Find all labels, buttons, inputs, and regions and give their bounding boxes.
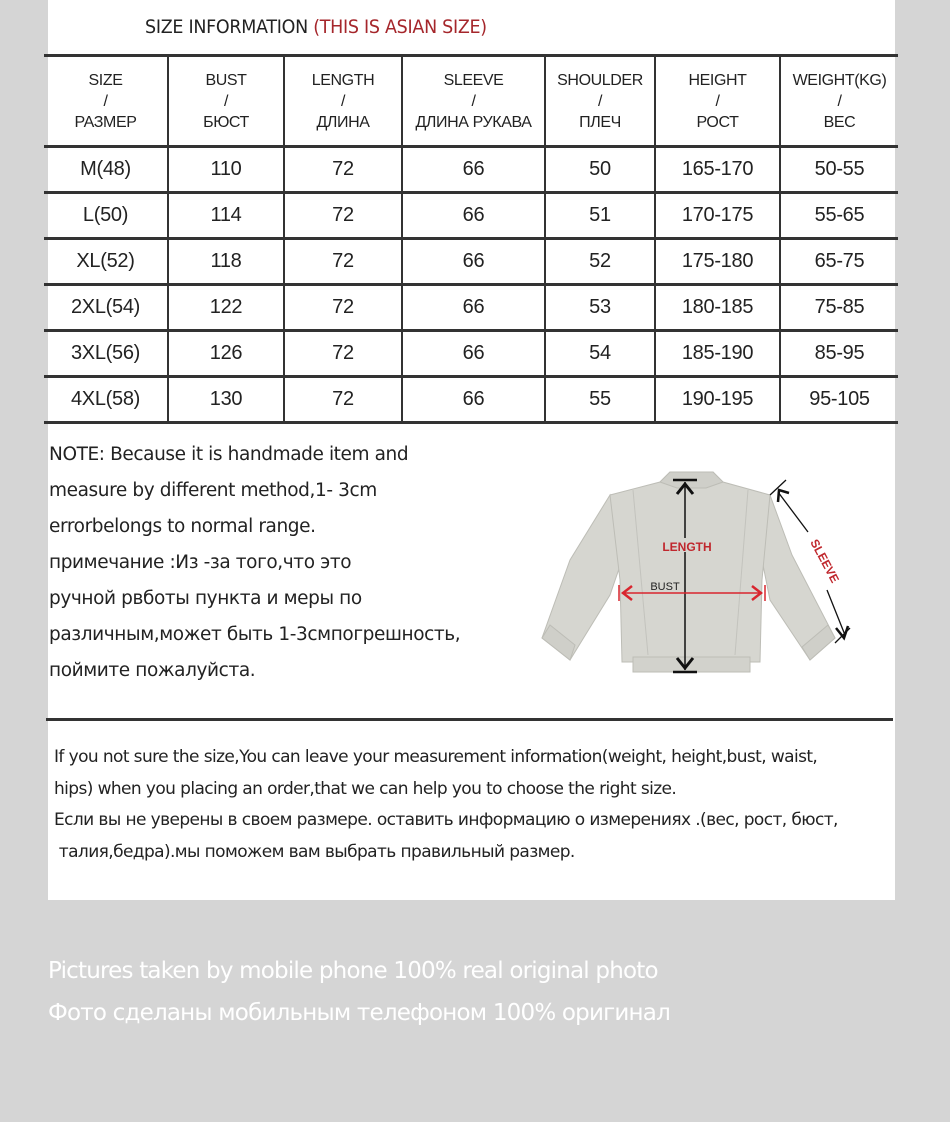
column-header-sep: / <box>471 92 476 110</box>
column-header-en: HEIGHT <box>688 71 747 89</box>
table-cell: 55-65 <box>780 193 898 239</box>
page-title <box>145 16 487 38</box>
bust-label: BUST <box>650 581 680 593</box>
advice-line: талия,бедра).мы поможем вам выбрать правильный размер. <box>54 841 575 862</box>
table-cell: 122 <box>168 285 284 331</box>
table-cell: 110 <box>168 147 284 193</box>
table-row <box>44 377 898 423</box>
title-main: SIZE INFORMATION <box>145 16 314 38</box>
table-cell: M(48) <box>80 158 131 180</box>
table-cell: 72 <box>284 147 402 193</box>
column-header-en: SLEEVE <box>443 71 504 89</box>
table-cell: 50 <box>545 147 655 193</box>
column-header-sep: / <box>223 92 229 110</box>
table-cell: 130 <box>168 377 284 423</box>
column-header-sep: / <box>103 92 108 110</box>
table-cell: XL(52) <box>76 250 135 272</box>
note-line: примечание :Из -за того,что это <box>49 552 352 573</box>
table-cell: 72 <box>284 331 402 377</box>
jacket-measurement-diagram <box>530 460 860 680</box>
table-cell: 165-170 <box>655 147 780 193</box>
footer-line-ru: Фото сделаны мобильным телефоном 100% оригинал <box>48 1000 670 1026</box>
table-cell: 72 <box>284 285 402 331</box>
table-cell: 190-195 <box>655 377 780 423</box>
table-cell: 66 <box>402 331 545 377</box>
advice-line: Если вы не уверены в своем размере. оставить информацию о измерениях .(вес, рост, бюст, <box>54 810 838 830</box>
length-label: LENGTH <box>662 540 712 554</box>
advice-line: hips) when you placing an order,that we can help you to choose the right size. <box>54 778 677 799</box>
footer-line-en: Pictures taken by mobile phone 100% real original photo <box>48 958 658 984</box>
table-cell: 72 <box>284 239 402 285</box>
table-cell: 66 <box>402 377 545 423</box>
table-row <box>44 239 898 285</box>
column-header <box>44 56 168 147</box>
table-cell: 66 <box>402 193 545 239</box>
table-cell: 2XL(54) <box>70 296 141 318</box>
title-accent: (THIS IS ASIAN SIZE) <box>313 16 487 38</box>
advice-line: If you not sure the size,You can leave your measurement information(weight, height,bust, waist, <box>54 747 818 767</box>
table-cell: 95-105 <box>780 377 898 423</box>
column-header-sep: / <box>837 92 842 110</box>
table-cell: 65-75 <box>780 239 898 285</box>
note-line: measure by different method,1- 3cm <box>49 480 377 501</box>
column-header-sep: / <box>597 92 603 110</box>
jacket-icon <box>542 472 835 672</box>
table-cell: L(50) <box>82 204 129 226</box>
section-divider <box>46 718 893 721</box>
table-cell: 180-185 <box>655 285 780 331</box>
table-cell: 66 <box>402 239 545 285</box>
column-header-sep: / <box>715 92 720 110</box>
column-header <box>284 56 402 147</box>
note-text <box>49 437 519 689</box>
table-cell: 53 <box>545 285 655 331</box>
column-header <box>545 56 655 147</box>
column-header <box>780 56 898 147</box>
table-row <box>44 147 898 193</box>
table-row <box>44 285 898 331</box>
size-advice-text <box>54 742 838 868</box>
table-header-row <box>44 56 898 147</box>
table-cell: 55 <box>545 377 655 423</box>
size-table <box>44 54 898 424</box>
table-cell: 4XL(58) <box>70 388 141 410</box>
column-header-en: LENGTH <box>311 71 375 89</box>
column-header-sep: / <box>340 92 346 110</box>
table-cell: 52 <box>545 239 655 285</box>
table-cell: 126 <box>168 331 284 377</box>
table-cell: 185-190 <box>655 331 780 377</box>
column-header-en: WEIGHT(KG) <box>792 71 887 89</box>
column-header-ru: ПЛЕЧ <box>579 113 621 131</box>
note-line: поймите пожалуйста. <box>49 660 256 681</box>
column-header-ru: БЮСТ <box>203 113 249 131</box>
column-header-ru: РАЗМЕР <box>74 113 137 131</box>
table-cell: 66 <box>402 285 545 331</box>
table-cell: 50-55 <box>780 147 898 193</box>
table-cell: 75-85 <box>780 285 898 331</box>
note-line: NOTE: Because it is handmade item and <box>49 444 409 465</box>
table-cell: 118 <box>168 239 284 285</box>
table-cell: 72 <box>284 377 402 423</box>
table-cell: 66 <box>402 147 545 193</box>
column-header <box>168 56 284 147</box>
column-header-ru: ДЛИНА <box>316 113 370 131</box>
column-header-en: BUST <box>205 71 247 89</box>
column-header-en: SIZE <box>88 71 123 89</box>
table-cell: 170-175 <box>655 193 780 239</box>
column-header-ru: ДЛИНА РУКАВА <box>415 113 532 131</box>
sleeve-label: SLEEVE <box>807 536 842 586</box>
table-row <box>44 193 898 239</box>
column-header <box>655 56 780 147</box>
table-cell: 51 <box>545 193 655 239</box>
column-header <box>402 56 545 147</box>
table-cell: 85-95 <box>780 331 898 377</box>
table-cell: 114 <box>168 193 284 239</box>
table-cell: 3XL(56) <box>70 342 141 364</box>
note-line: различным,может быть 1-3смпогрешность, <box>49 624 461 645</box>
column-header-ru: РОСТ <box>696 113 739 131</box>
column-header-en: SHOULDER <box>557 71 643 89</box>
table-cell: 175-180 <box>655 239 780 285</box>
table-cell: 54 <box>545 331 655 377</box>
note-line: errorbelongs to normal range. <box>49 516 316 537</box>
table-cell: 72 <box>284 193 402 239</box>
column-header-ru: ВЕС <box>823 113 856 131</box>
note-line: ручной рвботы пункта и меры по <box>49 588 362 609</box>
photo-disclaimer <box>48 950 670 1034</box>
table-row <box>44 331 898 377</box>
